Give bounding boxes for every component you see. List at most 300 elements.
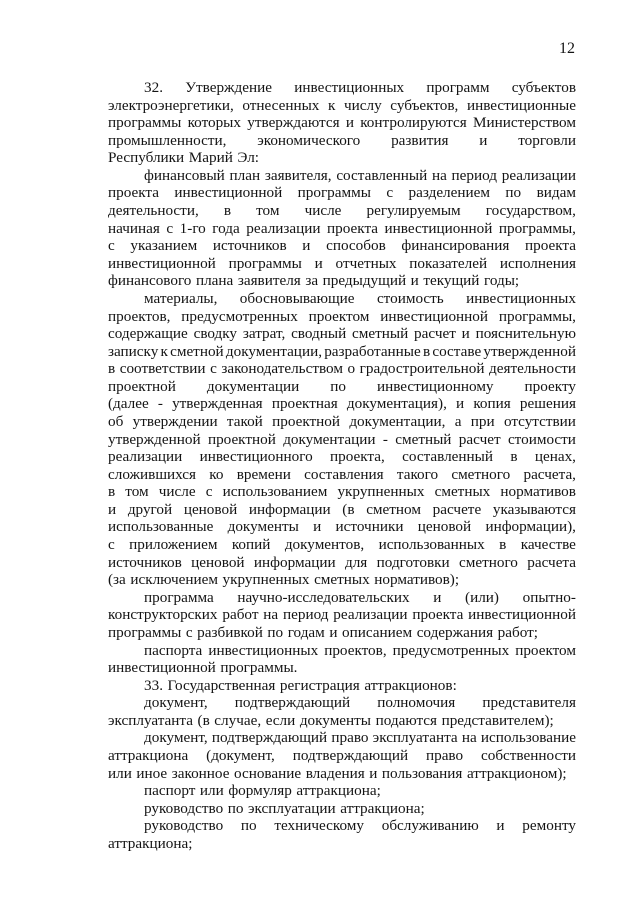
text-word: а: [454, 412, 462, 430]
text-word: информации: [253, 553, 336, 571]
text-word: сметных: [314, 571, 370, 589]
text-line: [108, 431, 576, 449]
text-word: программы: [108, 623, 182, 641]
text-word: 32.: [144, 79, 163, 96]
text-word: экономического: [257, 131, 361, 149]
text-word: электроэнергетики,: [108, 96, 234, 114]
text-word: инвестиционной: [108, 659, 216, 677]
text-word: с: [108, 536, 115, 554]
text-word: по: [240, 817, 257, 835]
text-line: [108, 290, 576, 308]
text-word: собственности: [480, 746, 576, 764]
text-word: копия: [473, 395, 511, 413]
text-line: [108, 167, 576, 185]
text-word: другой: [127, 500, 173, 518]
text-word: и: [496, 817, 505, 835]
text-word: утвержденной: [108, 430, 201, 448]
text-word: работ: [222, 606, 259, 624]
text-word: период: [451, 166, 498, 184]
text-word: отнесенных: [242, 96, 320, 114]
text-word: разбивкой: [197, 623, 263, 641]
text-word: инвестиционного: [199, 448, 313, 466]
text-word: предусмотренных: [181, 307, 298, 325]
text-word: соответствии: [119, 360, 206, 378]
text-word: которых: [187, 114, 241, 132]
text-word: 1-го: [179, 219, 206, 237]
text-line: [108, 325, 576, 343]
text-word: финансового: [108, 272, 192, 290]
text-line: [108, 114, 576, 132]
text-line: [108, 237, 576, 255]
text-word: Министерством: [472, 114, 576, 132]
text-word: документация),: [346, 395, 447, 413]
text-word: программы: [297, 184, 371, 202]
text-line: [108, 79, 576, 97]
text-line: [108, 395, 576, 413]
text-word: и: [479, 131, 488, 149]
text-word: использование: [480, 729, 576, 747]
text-word: в: [499, 536, 507, 554]
text-word: эксплуатанта: [108, 711, 193, 729]
text-word: руководство: [144, 817, 224, 835]
text-word: инвестиционной: [174, 184, 283, 202]
text-word: проекта,: [330, 448, 385, 466]
text-word: способов: [326, 237, 386, 255]
text-line: [108, 712, 576, 730]
text-word: торговли: [518, 131, 576, 149]
text-word: информации),: [485, 518, 576, 536]
text-line: [108, 255, 576, 273]
text-line: [108, 483, 576, 501]
text-word: годам: [287, 623, 325, 641]
text-word: по: [330, 377, 346, 395]
text-word: отсутствии: [503, 412, 576, 430]
text-word: указываются: [492, 500, 576, 518]
text-line: [108, 606, 576, 624]
text-word: расчете: [432, 500, 482, 518]
text-line: [108, 624, 576, 642]
text-word: реализации: [333, 606, 408, 624]
text-word: с: [205, 483, 213, 501]
text-word: подтверждающий: [234, 694, 351, 712]
text-line: [108, 536, 576, 554]
text-word: плана: [195, 272, 234, 290]
text-word: утвержденной: [483, 342, 576, 360]
text-word: проектная: [271, 395, 338, 413]
text-word: заявителя,: [264, 166, 332, 184]
text-word: регулируемым: [366, 202, 461, 220]
text-word: подаются: [375, 711, 438, 729]
text-word: финансовый: [144, 166, 225, 184]
text-word: градостроительной: [359, 360, 485, 378]
text-word: программа: [144, 588, 214, 606]
text-word: за: [305, 272, 319, 290]
text-word: записку: [108, 342, 159, 360]
text-word: такой: [226, 412, 263, 430]
text-word: затрат,: [242, 325, 286, 343]
text-word: в: [422, 342, 431, 360]
text-word: реализации: [246, 219, 321, 237]
text-word: сводный: [291, 325, 347, 343]
text-word: эксплуатанта: [372, 729, 458, 747]
text-word: (документ,: [206, 746, 275, 764]
text-line: [108, 149, 576, 167]
text-word: и: [345, 114, 354, 132]
text-word: качестве: [520, 536, 576, 554]
text-word: об: [108, 412, 124, 430]
text-word: на: [263, 606, 279, 624]
text-line: [108, 132, 576, 150]
text-word: подтверждающий: [292, 746, 409, 764]
text-word: документации,: [349, 412, 446, 430]
text-word: информации: [248, 500, 331, 518]
text-word: копий: [231, 536, 271, 554]
text-word: при: [470, 412, 495, 430]
text-line: [108, 202, 576, 220]
text-word: и: [329, 623, 338, 641]
text-word: для: [344, 553, 368, 571]
text-word: инвестиционной: [108, 254, 216, 272]
text-word: с: [185, 623, 193, 641]
text-word: инвестиционному: [376, 377, 494, 395]
text-line: [108, 378, 576, 396]
text-word: ценовой: [191, 553, 245, 571]
text-word: ценах,: [534, 448, 576, 466]
text-word: регистрация: [279, 676, 360, 694]
text-word: инвестиционной: [380, 307, 489, 325]
text-word: источников: [108, 553, 182, 571]
text-word: пользования: [381, 764, 463, 782]
text-line: [108, 782, 576, 800]
text-word: материалы,: [144, 289, 218, 307]
text-word: стоимость: [376, 289, 444, 307]
text-word: документ,: [144, 694, 208, 712]
text-word: исключением: [130, 571, 218, 589]
text-word: проектной: [108, 377, 176, 395]
text-word: исполнения: [499, 254, 576, 272]
text-word: текущий: [423, 272, 480, 290]
text-word: и: [314, 254, 323, 272]
text-word: субъектов,: [390, 96, 459, 114]
text-word: паспорт: [144, 782, 196, 800]
text-word: составленный: [336, 166, 428, 184]
text-word: сводку: [193, 325, 238, 343]
text-word: инвестиционные: [466, 96, 576, 114]
text-word: финансирования: [401, 237, 510, 255]
text-word: разработанные: [324, 342, 421, 360]
text-word: Утверждение: [185, 79, 272, 96]
text-word: проекта: [327, 219, 379, 237]
text-word: и: [313, 518, 322, 536]
text-word: сложившихся: [108, 465, 197, 483]
text-word: (далее: [108, 395, 149, 413]
text-word: времени: [236, 465, 291, 483]
text-word: документации,: [225, 342, 322, 360]
text-word: с: [210, 360, 217, 378]
text-word: в: [108, 483, 116, 501]
text-word: видам: [536, 184, 576, 202]
text-word: инвестиционной: [384, 219, 493, 237]
text-word: 33.: [144, 676, 163, 694]
text-word: развития: [391, 131, 449, 149]
text-word: проекта: [525, 237, 576, 255]
text-word: ко: [209, 465, 224, 483]
text-word: законодательством: [221, 360, 343, 378]
text-word: проекта: [412, 606, 464, 624]
text-word: с: [108, 237, 115, 255]
text-word: эксплуатации: [248, 799, 336, 817]
text-word: источников: [212, 237, 287, 255]
text-word: и: [456, 395, 465, 413]
text-word: к: [327, 96, 336, 114]
text-word: сметного: [451, 465, 511, 483]
text-word: -: [382, 430, 388, 448]
text-word: укрупненных: [222, 571, 310, 589]
text-word: сметных: [434, 483, 491, 501]
text-word: случае,: [214, 711, 262, 729]
text-word: Марий: [188, 149, 233, 167]
text-word: право: [331, 729, 369, 747]
text-word: годы;: [483, 272, 520, 290]
text-line: [108, 765, 576, 783]
text-word: и: [461, 325, 470, 343]
text-word: решения: [519, 395, 576, 413]
text-word: сметный: [395, 430, 452, 448]
text-word: программ: [426, 79, 490, 96]
text-word: аттракциона;: [108, 834, 193, 852]
text-word: аттракциона;: [296, 782, 381, 800]
text-word: программы: [228, 254, 302, 272]
text-line: [108, 554, 576, 572]
text-word: полномочия: [377, 694, 456, 712]
text-word: деятельности: [489, 360, 576, 378]
text-word: инвестиционных: [466, 289, 576, 307]
text-word: проектной: [272, 412, 341, 430]
text-word: подготовки: [376, 553, 450, 571]
text-word: проекта: [108, 184, 159, 202]
text-word: с: [166, 219, 174, 237]
text-word: на: [431, 166, 447, 184]
text-word: аттракциона;: [340, 799, 425, 817]
text-word: и: [433, 588, 442, 606]
text-line: [108, 747, 576, 765]
text-word: утверждаются: [247, 114, 340, 132]
text-word: проектной: [207, 430, 276, 448]
text-word: к: [160, 342, 168, 360]
text-word: нормативов);: [374, 571, 460, 589]
text-word: и: [302, 237, 311, 255]
text-word: ремонту: [522, 817, 576, 835]
text-word: том: [125, 483, 149, 501]
text-word: утверждении: [132, 412, 218, 430]
text-word: руководство: [144, 799, 224, 817]
text-word: документы: [227, 518, 299, 536]
text-line: [108, 184, 576, 202]
text-word: и: [410, 272, 419, 290]
text-line: [108, 589, 576, 607]
text-word: том: [256, 202, 280, 220]
body-text: [108, 79, 576, 852]
text-word: ценовой: [417, 518, 472, 536]
text-word: указанием: [130, 237, 198, 255]
text-word: если: [265, 711, 296, 729]
text-word: сметной: [170, 342, 224, 360]
text-word: сметного: [459, 553, 518, 571]
text-word: документации: [283, 430, 376, 448]
text-word: составе: [432, 342, 482, 360]
text-word: числе: [304, 202, 342, 220]
text-line: [108, 272, 576, 290]
text-word: расчет: [458, 430, 501, 448]
text-word: проектов,: [324, 641, 387, 659]
text-word: использованием: [222, 483, 328, 501]
text-word: в: [510, 448, 518, 466]
text-line: [108, 501, 576, 519]
text-word: представителем);: [441, 711, 554, 729]
text-word: числе: [158, 483, 196, 501]
text-line: [108, 466, 576, 484]
text-word: составления: [304, 465, 384, 483]
text-word: проектом: [515, 641, 576, 659]
text-word: аттракционов:: [364, 676, 457, 694]
text-word: по: [505, 184, 522, 202]
text-line: [108, 220, 576, 238]
text-word: расчет: [414, 325, 456, 343]
text-word: подтверждающий: [211, 729, 328, 747]
text-line: [108, 677, 576, 695]
text-word: иное: [136, 764, 168, 782]
text-word: Эл:: [237, 149, 260, 167]
text-word: начиная: [108, 219, 160, 237]
text-word: (в: [342, 500, 355, 518]
text-word: укрупненных: [337, 483, 425, 501]
text-word: использованных: [378, 536, 485, 554]
text-word: в: [108, 360, 116, 378]
text-word: нормативов: [500, 483, 576, 501]
text-word: право: [425, 746, 464, 764]
text-word: приложением: [129, 536, 218, 554]
text-word: план: [229, 166, 261, 184]
text-word: такого: [396, 465, 439, 483]
text-word: -: [157, 395, 163, 413]
text-word: числу: [343, 96, 382, 114]
text-word: расчета,: [523, 465, 576, 483]
text-word: источники: [335, 518, 404, 536]
text-word: деятельности,: [108, 202, 199, 220]
text-word: государством,: [485, 202, 576, 220]
text-line: [108, 835, 576, 853]
text-word: документы: [299, 711, 372, 729]
text-word: содержания: [416, 623, 494, 641]
text-word: реализации: [501, 166, 576, 184]
text-word: владения: [305, 764, 365, 782]
text-line: [108, 642, 576, 660]
text-word: техническому: [274, 817, 365, 835]
text-word: ценовой: [183, 500, 238, 518]
text-line: [108, 571, 576, 589]
text-line: [108, 729, 576, 747]
text-word: Государственная: [167, 676, 276, 694]
text-word: проектов,: [108, 307, 171, 325]
text-word: расчета: [527, 553, 576, 571]
text-word: заявителя: [237, 272, 301, 290]
text-word: инвестиционных: [208, 641, 319, 659]
text-word: (за: [108, 571, 126, 589]
text-word: конструкторских: [108, 606, 218, 624]
text-line: [108, 659, 576, 677]
text-word: предыдущий: [322, 272, 407, 290]
text-word: (или): [465, 588, 499, 606]
text-word: утвержденная: [172, 395, 263, 413]
text-word: программы.: [220, 659, 298, 677]
text-word: аттракционом);: [466, 764, 567, 782]
text-word: документации: [206, 377, 300, 395]
text-word: период: [282, 606, 329, 624]
text-word: программы,: [498, 307, 576, 325]
text-word: паспорта: [144, 641, 203, 659]
text-word: законное: [171, 764, 230, 782]
text-word: предусмотренных: [392, 641, 510, 659]
text-word: использованные: [108, 518, 214, 536]
text-word: сметный: [352, 325, 409, 343]
text-word: реализации: [108, 448, 183, 466]
text-line: [108, 694, 576, 712]
text-word: проектом: [308, 307, 370, 325]
text-line: [108, 97, 576, 115]
text-word: программы,: [498, 219, 576, 237]
text-word: или: [108, 764, 132, 782]
text-word: года: [212, 219, 240, 237]
text-line: [108, 413, 576, 431]
text-word: стоимости: [507, 430, 576, 448]
text-word: на: [461, 729, 477, 747]
text-word: отчетных: [335, 254, 397, 272]
text-word: и: [108, 500, 117, 518]
text-word: аттракциона: [108, 746, 189, 764]
text-word: основание: [233, 764, 302, 782]
text-line: [108, 817, 576, 835]
text-word: проекту: [524, 377, 576, 395]
text-word: формуляр: [228, 782, 292, 800]
text-word: представителя: [482, 694, 576, 712]
text-word: или: [199, 782, 224, 800]
text-word: содержащие: [108, 325, 188, 343]
text-word: о: [347, 360, 356, 378]
text-word: Республики: [108, 149, 185, 167]
text-line: [108, 343, 576, 361]
text-word: показателей: [409, 254, 488, 272]
text-word: работ;: [497, 623, 538, 641]
text-word: пояснительную: [475, 325, 576, 343]
text-word: разделением: [408, 184, 490, 202]
text-word: сметном: [366, 500, 421, 518]
text-word: документ,: [144, 729, 208, 747]
text-line: [108, 518, 576, 536]
text-word: программы: [108, 114, 182, 132]
text-word: субъектов: [511, 79, 576, 96]
text-word: по: [227, 799, 244, 817]
text-line: [108, 308, 576, 326]
text-word: (в: [197, 711, 210, 729]
text-word: составленный: [402, 448, 494, 466]
text-word: инвестиционной: [468, 606, 576, 624]
text-word: и: [369, 764, 378, 782]
text-word: опытно-: [522, 588, 576, 606]
text-word: в: [223, 202, 232, 220]
text-line: [108, 360, 576, 378]
text-line: [108, 800, 576, 818]
page-number: 12: [559, 40, 575, 57]
